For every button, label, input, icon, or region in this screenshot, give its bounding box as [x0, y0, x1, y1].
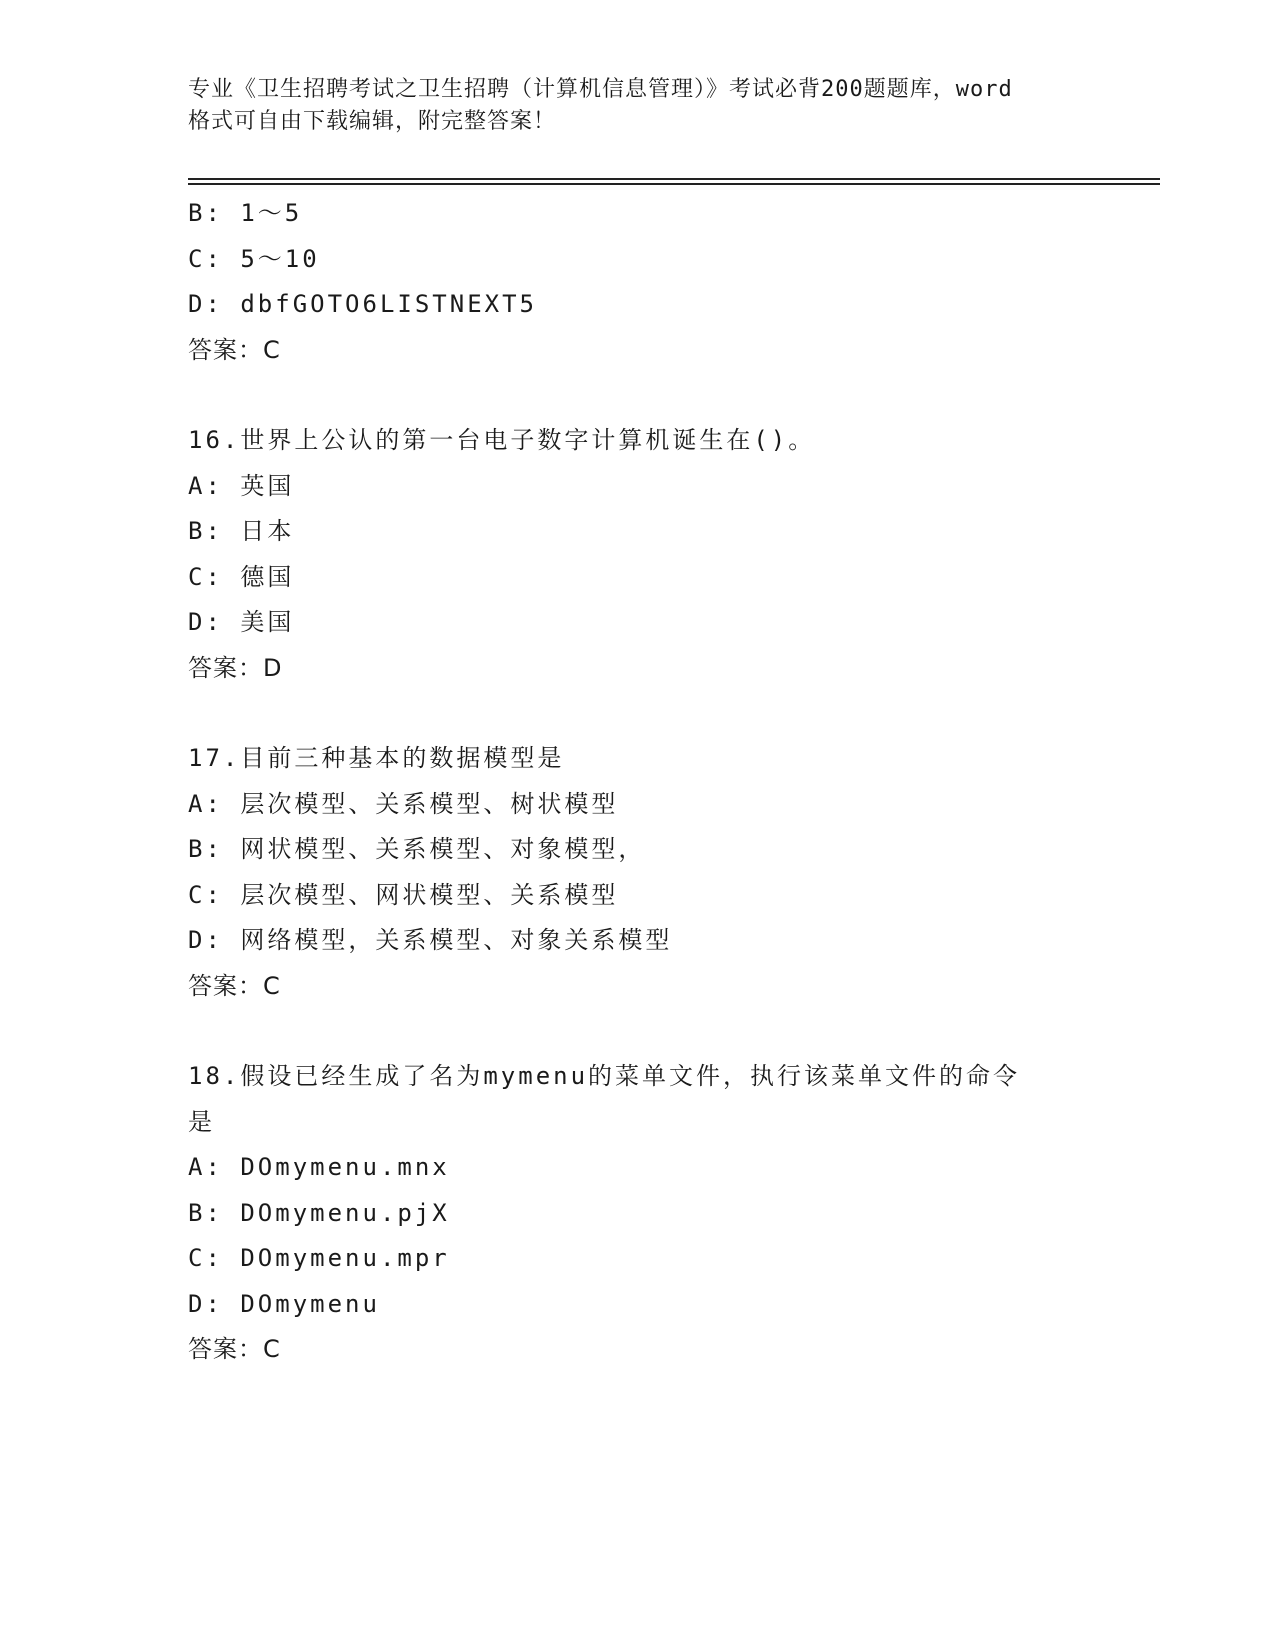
option-c: C: 德国 [188, 562, 295, 591]
question-text: 17.目前三种基本的数据模型是 [188, 744, 565, 772]
header-line-1: 专业《卫生招聘考试之卫生招聘（计算机信息管理）》考试必背200题题库，word [188, 77, 1013, 102]
option-c: C: 层次模型、网状模型、关系模型 [188, 880, 619, 909]
answer-line: 答案：C [188, 971, 281, 1000]
question-text-line-1: 18.假设已经生成了名为mymenu的菜单文件，执行该菜单文件的命令 [188, 1062, 1021, 1090]
answer-line: 答案：C [188, 1335, 281, 1363]
header-divider-top [188, 178, 1160, 180]
option-b: B: 网状模型、关系模型、对象模型， [188, 835, 646, 863]
option-b: B: 1～5 [188, 199, 303, 227]
option-d: D: 美国 [188, 608, 295, 636]
question-block-16 [188, 418, 1088, 691]
document-header [188, 74, 1088, 138]
option-a: A: DOmymenu.mnx [188, 1153, 450, 1181]
option-a: A: 层次模型、关系模型、树状模型 [188, 789, 619, 818]
question-block-carryover [188, 191, 1088, 373]
option-b: B: DOmymenu.pjX [188, 1198, 450, 1227]
question-text: 16.世界上公认的第一台电子数字计算机诞生在()。 [188, 426, 816, 454]
option-b: B: 日本 [188, 517, 295, 545]
header-divider-bottom [188, 183, 1160, 185]
option-d: D: dbfGOTO6LISTNEXT5 [188, 290, 537, 318]
option-c: C: 5～10 [188, 244, 320, 273]
question-block-17 [188, 736, 1088, 1009]
option-d: D: DOmymenu [188, 1289, 380, 1318]
option-c: C: DOmymenu.mpr [188, 1244, 450, 1272]
answer-line: 答案：C [188, 335, 281, 364]
question-block-18 [188, 1054, 1088, 1373]
question-text-line-2: 是 [188, 1107, 215, 1136]
question-list [188, 191, 1088, 1373]
option-a: A: 英国 [188, 471, 295, 500]
option-d: D: 网络模型，关系模型、对象关系模型 [188, 926, 673, 954]
answer-line: 答案：D [188, 653, 283, 682]
header-line-2: 格式可自由下载编辑，附完整答案！ [188, 109, 557, 134]
